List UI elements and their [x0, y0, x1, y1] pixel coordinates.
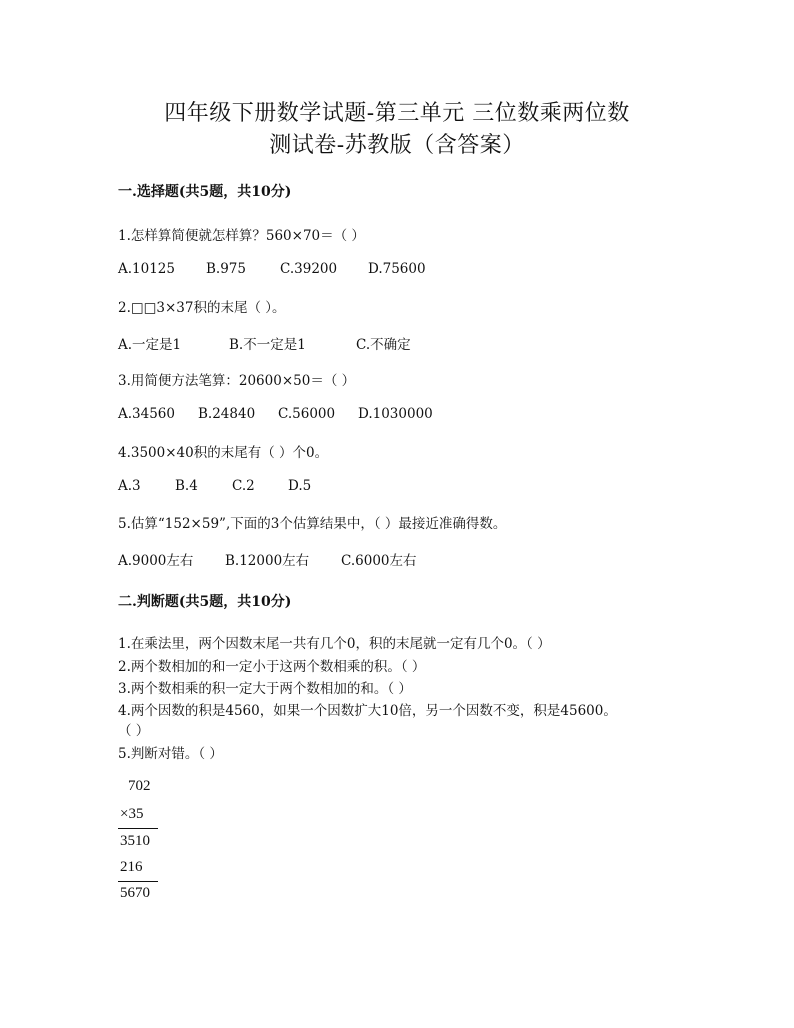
judgment-3: 3.两个数相乘的积一定大于两个数相加的和。（ ）: [118, 681, 412, 697]
partial-product-2: 216: [120, 859, 143, 875]
rule-line: [118, 881, 158, 882]
multiplier: ×35: [120, 806, 144, 822]
multiplicand: 702: [128, 778, 151, 794]
final-product: 5670: [120, 885, 150, 901]
option: C.2: [232, 478, 255, 494]
question-1: 1.怎样算简便就怎样算？560×70＝（ ）: [118, 228, 365, 244]
question-5: 5.估算“152×59”,下面的3个估算结果中，（ ）最接近准确得数。: [118, 516, 507, 532]
question-4: 4.3500×40积的末尾有（ ）个0。: [118, 445, 329, 461]
partial-product-1: 3510: [120, 833, 150, 849]
option: A.3: [118, 478, 141, 494]
option: B.不一定是1: [229, 337, 306, 353]
option: C.56000: [278, 406, 336, 422]
option: D.5: [288, 478, 312, 494]
question-3: 3.用简便方法笔算：20600×50＝（ ）: [118, 373, 356, 389]
option: B.4: [175, 478, 198, 494]
option: A.34560: [118, 406, 175, 422]
title-line-2: 测试卷-苏教版（含答案）: [269, 133, 525, 158]
judgment-2: 2.两个数相加的和一定小于这两个数相乘的积。（ ）: [118, 659, 426, 675]
option: B.975: [206, 261, 246, 277]
option: C.6000左右: [341, 553, 417, 569]
option: C.39200: [280, 261, 338, 277]
rule-line: [118, 828, 158, 829]
section-1-heading: 一.选择题(共5题，共10分): [118, 184, 292, 200]
judgment-4-blank: （ ）: [118, 723, 150, 739]
section-2-heading: 二.判断题(共5题，共10分): [118, 594, 292, 610]
option: B.24840: [198, 406, 256, 422]
option: D.75600: [368, 261, 426, 277]
judgment-1: 1.在乘法里，两个因数末尾一共有几个0，积的末尾就一定有几个0。（ ）: [118, 636, 551, 652]
option: A.10125: [118, 261, 175, 277]
judgment-5: 5.判断对错。（ ）: [118, 746, 223, 762]
option: A.一定是1: [118, 337, 182, 353]
question-2: 2.□□3×37积的末尾（ ）。: [118, 300, 286, 316]
option: A.9000左右: [118, 553, 194, 569]
judgment-4: 4.两个因数的积是4560，如果一个因数扩大10倍，另一个因数不变，积是45600。: [118, 703, 617, 719]
title-line-1: 四年级下册数学试题-第三单元 三位数乘两位数: [164, 101, 630, 126]
option: B.12000左右: [225, 553, 310, 569]
option: D.1030000: [358, 406, 433, 422]
option: C.不确定: [356, 337, 411, 353]
